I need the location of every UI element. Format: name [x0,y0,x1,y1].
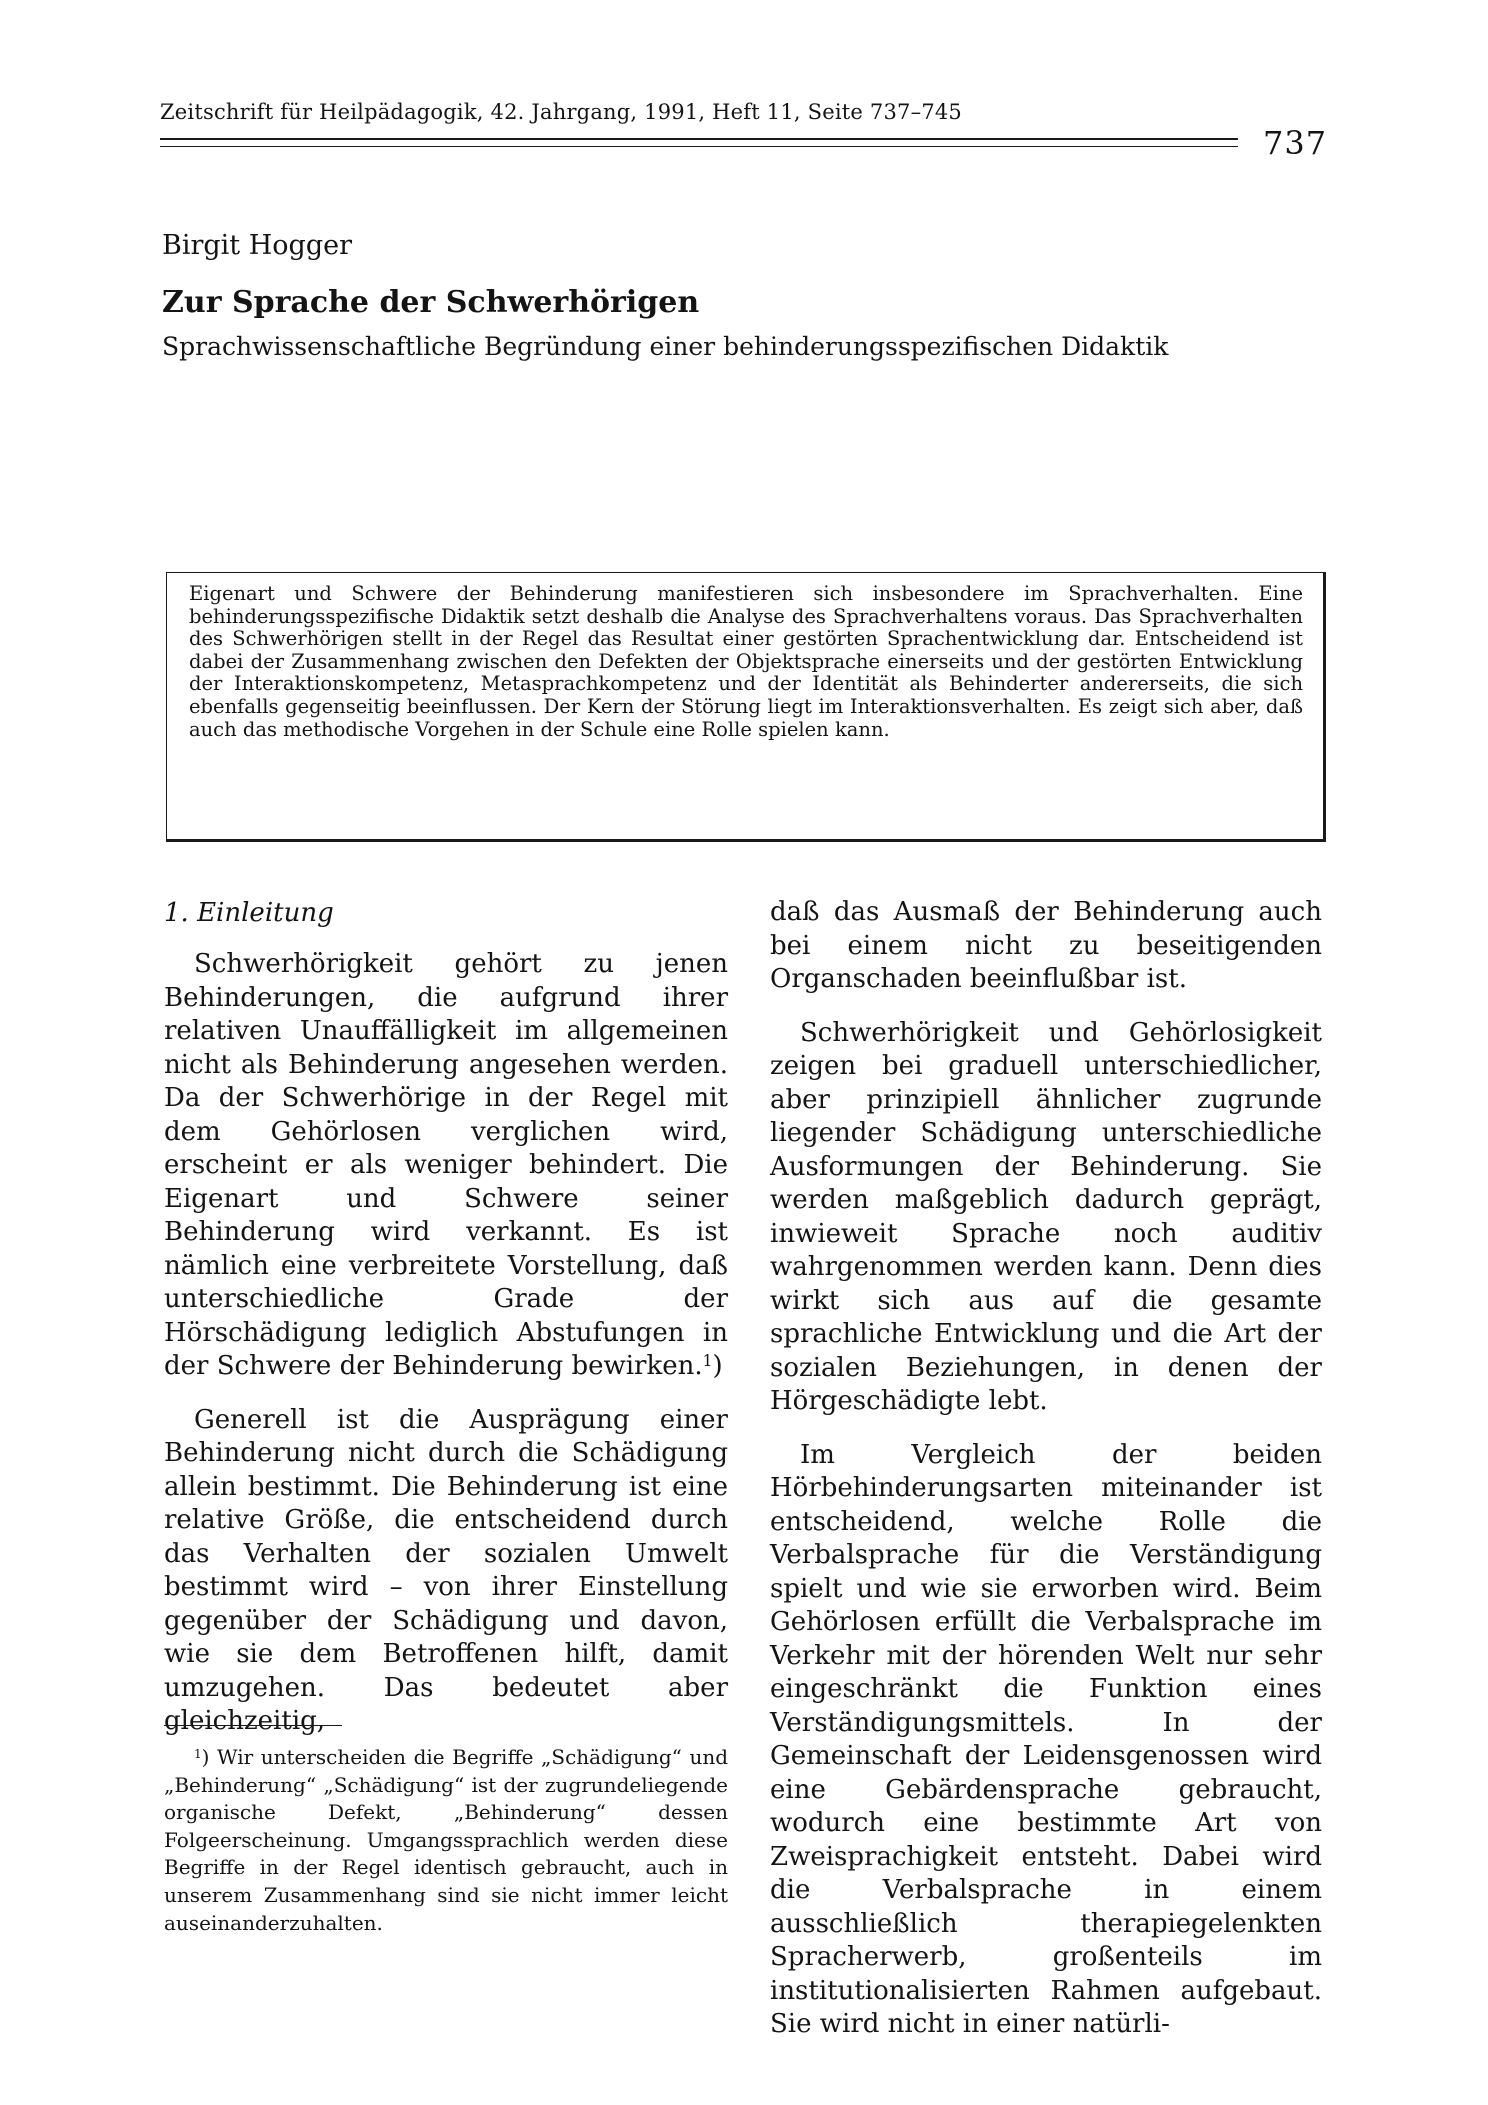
section-heading: 1. Einleitung [164,898,334,928]
footnote-text: Wir unterscheiden die Begriffe „Schädigung“ und „Behinderung“ „Schädigung“ ist der zugrundeliegende organische Defekt, „Behinderung“ dessen Folgeerscheinung. Umgangssprachlich werden diese Begriffe in der Regel identisch gebraucht, auch in unserem Zusammenhang sind sie nicht immer leicht auseinanderzuhalten. [164,1745,729,1935]
author-name: Birgit Hogger [162,230,352,261]
footnote-reference: 1 [702,1352,713,1371]
header-rule-thin [160,146,1238,147]
body-paragraph: Generell ist die Ausprägung einer Behinderung nicht durch die Schädigung allein bestimmt. Die Behinderung ist eine relative Größe, die entscheidend durch das Verhalten der sozialen Umwelt bestimmt wird – von ihrer Einstellung gegenüber der Schädigung und davon, wie sie dem Betroffenen hilft, damit umzugehen. Das bedeutet aber gleichzeitig, [164,1404,728,1736]
article-title: Zur Sprache der Schwerhörigen [162,285,700,320]
footnote-paragraph [164,1744,728,1937]
footnote-reference-close: ) [712,1351,723,1381]
body-paragraph: Im Vergleich der beiden Hörbehinderungsarten miteinander ist entscheidend, welche Rolle die Verbalsprache für die Verständigung spielt und wie sie erworben wird. Beim Gehörlosen erfüllt die Verbalsprache im Verkehr mit der hörenden Welt nur sehr eingeschränkt die Funktion eines Verständigungsmittels. In der Gemeinschaft der Leidensgenossen wird eine Gebärdensprache gebraucht, wodurch eine bestimmte Art von Zweisprachigkeit entsteht. Dabei wird die Verbalsprache in einem ausschließlich therapiegelenkten Spracherwerb, großenteils im institutionalisierten Rahmen aufgebaut. Sie wird nicht in einer natürli- [770,1439,1322,2039]
footnote [164,1744,728,1937]
body-paragraph: Schwerhörigkeit und Gehörlosigkeit zeigen bei graduell unterschiedlicher, aber prinzipiell ähnlicher zugrunde liegender Schädigung unterschiedliche Ausformungen der Behinderung. Sie werden maßgeblich dadurch geprägt, inwieweit Sprache noch auditiv wahrgenommen werden kann. Denn dies wirkt sich aus auf die gesamte sprachliche Entwicklung und die Art der sozialen Beziehungen, in denen der Hörgeschädigte lebt. [770,1017,1322,1416]
page-number: 737 [1263,124,1328,162]
header-rule-thick [160,138,1238,140]
body-paragraph [164,948,728,1384]
abstract-box [166,572,1326,842]
article-subtitle: Sprachwissenschaftliche Begründung einer behinderungsspezifischen Didaktik [162,332,1169,361]
paragraph-text: Schwerhörigkeit gehört zu jenen Behinderungen, die aufgrund ihrer relativen Unauffälligkeit im allgemeinen nicht als Behinderung angesehen werden. Da der Schwerhörige in der Regel mit dem Gehörlosen verglichen wird, erscheint er als weniger behindert. Die Eigenart und Schwere seiner Behinderung wird verkannt. Es ist nämlich eine verbreitete Vorstellung, daß unterschiedliche Grade der Hörschädigung lediglich Abstufungen in der Schwere der Behinderung bewirken. [164,949,728,1381]
right-column [770,896,1322,2062]
footnote-separator [164,1725,342,1726]
footnote-marker: 1 [194,1747,202,1761]
journal-citation: Zeitschrift für Heilpädagogik, 42. Jahrgang, 1991, Heft 11, Seite 737–745 [160,100,962,124]
left-column [164,896,728,1759]
body-paragraph: daß das Ausmaß der Behinderung auch bei einem nicht zu beseitigenden Organschaden beeinflußbar ist. [770,897,1322,994]
footnote-marker-close: ) [201,1745,210,1769]
abstract-text: Eigenart und Schwere der Behinderung manifestieren sich insbesondere im Sprachverhalten. Eine behinderungsspezifische Didaktik setzt deshalb die Analyse des Sprachverhaltens voraus. Das Sprachverhalten des Schwerhörigen stellt in der Regel das Resultat einer gestörten Sprachentwicklung dar. Entscheidend ist dabei der Zusammenhang zwischen den Defekten der Objektsprache einerseits und der gestörten Entwicklung der Interaktionskompetenz, Metasprachkompetenz und der Identität als Behinderter andererseits, die sich ebenfalls gegenseitig beeinflussen. Der Kern der Störung liegt im Interaktionsverhalten. Es zeigt sich aber, daß auch das methodische Vorgehen in der Schule eine Rolle spielen kann. [189,582,1303,741]
